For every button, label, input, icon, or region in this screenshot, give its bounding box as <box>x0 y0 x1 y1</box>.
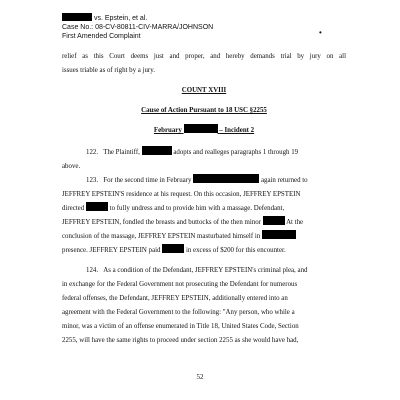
paragraph-line: conclusion of the massage, JEFFREY EPSTEIN masturbated himself in <box>62 230 346 244</box>
paragraph-123 <box>62 174 346 258</box>
intro-line: relief as this Court deems just and proper, and hereby demands trial by jury on all <box>62 53 346 60</box>
intro-line: issues triable as of right by a jury. <box>62 67 155 74</box>
cause-title: Cause of Action Pursuant to 18 USC §2255 <box>141 107 267 114</box>
caption-line <box>62 13 213 23</box>
redaction-bar <box>162 244 184 253</box>
paragraph-line: 2255, will have the same rights to proceed under section 2255 as she would have had, <box>62 337 299 344</box>
paragraph-line: JEFFREY EPSTEIN, fondled the breasts and buttocks of the then minor At the <box>62 216 346 230</box>
paragraph-number: 124. <box>86 267 99 274</box>
paragraph-line: presence. JEFFREY EPSTEIN paid in excess of $200 for this encounter. <box>62 244 346 258</box>
paragraph-line: agreement with the Federal Government to the following: "Any person, who while a <box>62 309 295 316</box>
paragraph-line: in exchange for the Federal Government not prosecuting the Defendant for numerous <box>62 281 298 288</box>
case-caption <box>62 13 213 41</box>
paragraph-number: 122. <box>86 149 99 156</box>
incident-subtitle <box>62 124 346 138</box>
subtitle-end: – Incident 2 <box>219 127 255 134</box>
paragraph-line: JEFFREY EPSTEIN'S residence at his request. On this occasion, JEFFREY EPSTEIN <box>62 191 301 198</box>
redaction-bar <box>62 13 92 21</box>
stray-mark: • <box>319 28 322 37</box>
paragraph-number: 123. <box>86 177 99 184</box>
redaction-bar <box>86 202 108 211</box>
document-title: First Amended Complaint <box>62 33 141 40</box>
paragraph-line: federal offenses, the Defendant, JEFFREY EPSTEIN, additionally entered into an <box>62 295 288 302</box>
paragraph-line: 123. For the second time in February again returned to <box>62 174 346 188</box>
paragraph-line: 124. As a condition of the Defendant, JEFFREY EPSTEIN's criminal plea, and <box>86 267 308 274</box>
redaction-bar <box>142 146 172 155</box>
paragraph-122 <box>62 146 346 174</box>
paragraph-line: directed to fully undress and to provide him with a massage. Defendant, <box>62 202 346 216</box>
redaction-bar <box>193 174 259 183</box>
paragraph-124 <box>62 264 346 348</box>
document-body <box>62 50 346 348</box>
case-number: Case No.: 08-CV-80811-CIV-MARRA/JOHNSON <box>62 24 214 31</box>
page-number: 52 <box>196 373 204 381</box>
paragraph-line: 122. The Plaintiff, adopts and realleges paragraphs 1 through 19 <box>62 146 346 160</box>
redaction-bar <box>184 124 218 133</box>
redaction-bar <box>262 230 296 239</box>
paragraph-line: above. <box>62 163 81 170</box>
count-title: COUNT XVIII <box>181 87 227 94</box>
redaction-bar <box>263 216 285 225</box>
paragraph-line: minor, was a victim of an offense enumerated in Title 18, United States Code, Section <box>62 323 299 330</box>
caption-suffix: vs. Epstein, et al. <box>93 15 148 22</box>
subtitle-start: February <box>153 127 182 134</box>
